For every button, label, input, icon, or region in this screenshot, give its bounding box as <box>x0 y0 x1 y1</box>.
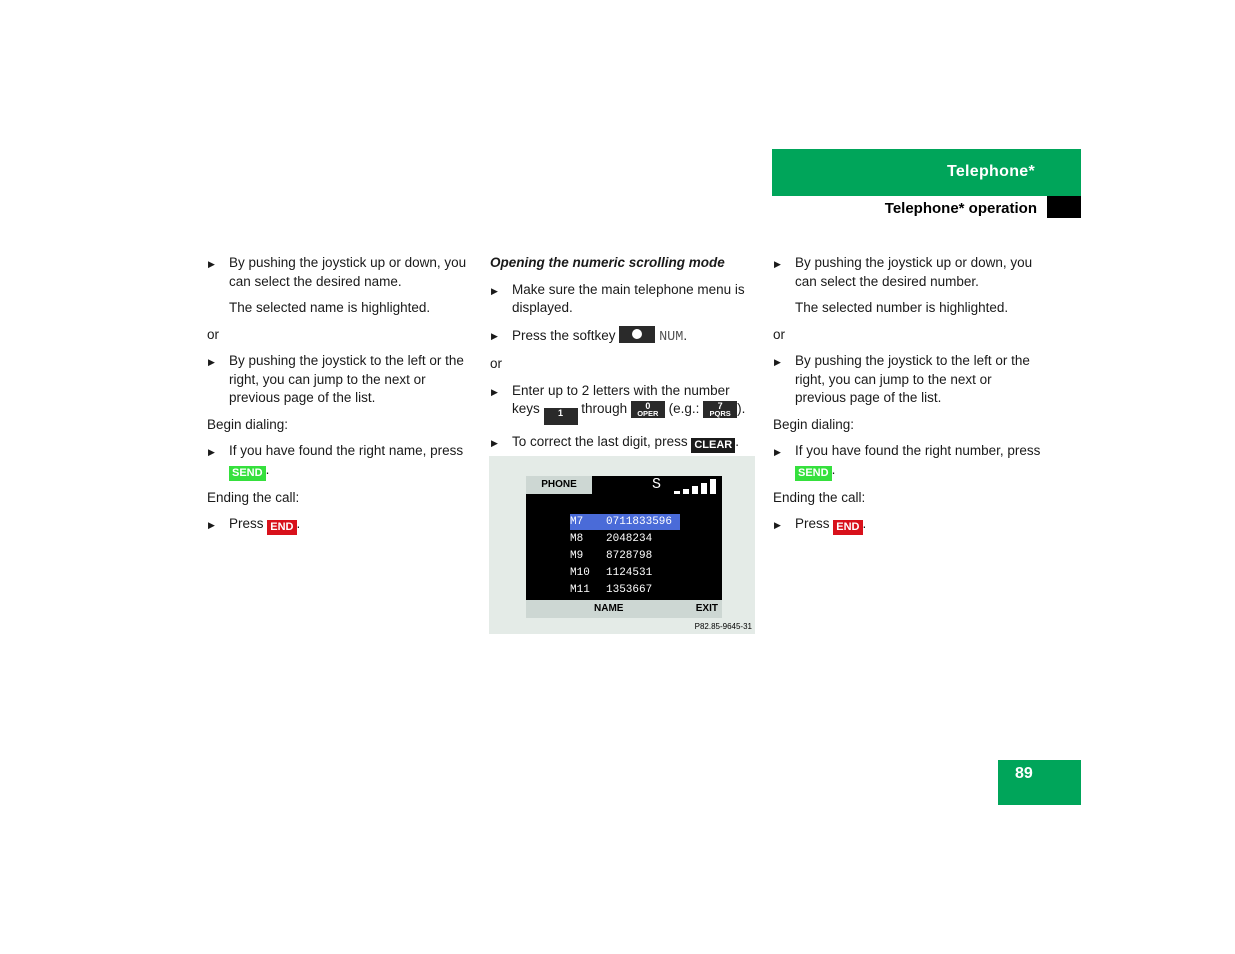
step-send: ▶ If you have found the right number, press SEND . <box>773 442 1041 481</box>
key-0-letters: OPER <box>637 409 659 418</box>
entry-number: 1124531 <box>606 567 653 579</box>
entry-memory: M9 <box>570 550 584 562</box>
entry-number: 0711833596 <box>606 516 673 528</box>
ending-call-label: Ending the call: <box>773 489 866 505</box>
num-softkey-label: NUM <box>659 329 684 345</box>
clear-key-icon: CLEAR <box>691 438 735 453</box>
through-text: through <box>581 401 628 416</box>
step-note: The selected name is highlighted. <box>229 300 431 315</box>
section-header-bar <box>772 149 1081 196</box>
end-key-icon: END <box>267 520 296 535</box>
step-end: ▶ Press END . <box>773 515 1041 535</box>
signal-bar <box>710 479 716 494</box>
step-number-keys <box>490 382 758 426</box>
key-7-icon <box>703 401 737 418</box>
section-heading: Opening the numeric scrolling mode <box>490 255 725 270</box>
step-clear: ▶ To correct the last digit, press CLEAR . <box>490 433 758 453</box>
phonebook-entry <box>570 565 680 581</box>
page-number-box <box>998 760 1081 805</box>
begin-dialing-label: Begin dialing: <box>773 416 855 432</box>
header-marker-block <box>1047 196 1081 218</box>
phone-display-figure <box>489 456 755 634</box>
key-0-number: 0 <box>645 401 651 411</box>
entry-number: 8728798 <box>606 550 653 562</box>
step-end-text: Press <box>795 516 830 531</box>
entry-memory: M7 <box>570 516 584 528</box>
step-joystick-updown: ▶ By pushing the joystick up or down, you can select the desired number. <box>773 254 1041 291</box>
figure-id: P82.85-9645-31 <box>694 622 752 631</box>
name-softkey: NAME <box>594 603 624 614</box>
step-softkey-text: Press the softkey <box>512 327 616 343</box>
step-send-text: If you have found the right number, press <box>795 443 1041 458</box>
example-close: ). <box>737 401 746 416</box>
or-text: or <box>490 356 503 371</box>
begin-dialing-label: Begin dialing: <box>207 416 289 432</box>
phonebook-entry <box>570 514 680 530</box>
entry-number: 2048234 <box>606 533 653 545</box>
step-joystick-leftright: ▶ By pushing the joystick to the left or the right, you can jump to the next or previous page of the list. <box>207 352 473 408</box>
send-key-icon: SEND <box>229 466 266 481</box>
softkey-bar <box>526 600 722 618</box>
page-number: 89 <box>1015 765 1033 782</box>
column-2 <box>490 254 758 461</box>
key-0-icon <box>631 401 665 418</box>
key-1-icon <box>544 408 578 425</box>
entry-memory: M11 <box>570 584 590 596</box>
or-text: or <box>773 326 786 342</box>
signal-bar <box>674 491 680 494</box>
phone-screen <box>526 476 722 618</box>
example-text: (e.g.: <box>668 401 700 416</box>
step-send: ▶ If you have found the right name, press SEND . <box>207 442 473 481</box>
section-title: Telephone* <box>946 163 1035 180</box>
exit-softkey: EXIT <box>695 603 718 614</box>
step-joystick-leftright: ▶ By pushing the joystick to the left or the right, you can jump to the next or previous page of the list. <box>773 352 1041 408</box>
signal-bar <box>683 489 689 494</box>
key-1-number: 1 <box>558 408 564 418</box>
phonebook-entry <box>570 548 680 564</box>
phonebook-entry <box>570 582 680 598</box>
signal-letter: S <box>652 476 662 493</box>
step-main-menu: ▶ Make sure the main telephone menu is displayed. <box>490 281 758 318</box>
send-key-icon: SEND <box>795 466 832 481</box>
phonebook-entry <box>570 531 680 547</box>
entry-memory: M8 <box>570 533 584 545</box>
step-clear-text: To correct the last digit, press <box>512 434 688 449</box>
signal-bar <box>701 483 707 494</box>
step-number-keys-text: Enter up to 2 letters with the number keys <box>512 382 730 416</box>
step-note: The selected number is highlighted. <box>795 300 1009 315</box>
step-end: ▶ Press END . <box>207 515 473 535</box>
phone-tab: PHONE <box>526 476 592 494</box>
signal-bar <box>692 486 698 494</box>
end-key-icon: END <box>833 520 862 535</box>
step-end-text: Press <box>229 516 264 531</box>
step-send-text: If you have found the right name, press <box>229 443 464 458</box>
key-7-letters: PQRS <box>709 409 731 418</box>
entry-number: 1353667 <box>606 584 653 596</box>
column-1 <box>207 254 473 543</box>
or-text: or <box>207 326 220 342</box>
step-joystick-updown: ▶ By pushing the joystick up or down, you can select the desired name. <box>207 254 473 291</box>
step-softkey: ▶ Press the softkey NUM. <box>490 326 758 348</box>
subsection-header <box>772 196 1081 218</box>
ending-call-label: Ending the call: <box>207 489 300 505</box>
entry-memory: M10 <box>570 567 590 579</box>
column-3 <box>773 254 1041 543</box>
softkey-dot-icon <box>619 326 655 343</box>
key-7-number: 7 <box>717 401 723 411</box>
subsection-title: Telephone* operation <box>884 200 1037 217</box>
signal-strength-icon <box>652 478 718 494</box>
